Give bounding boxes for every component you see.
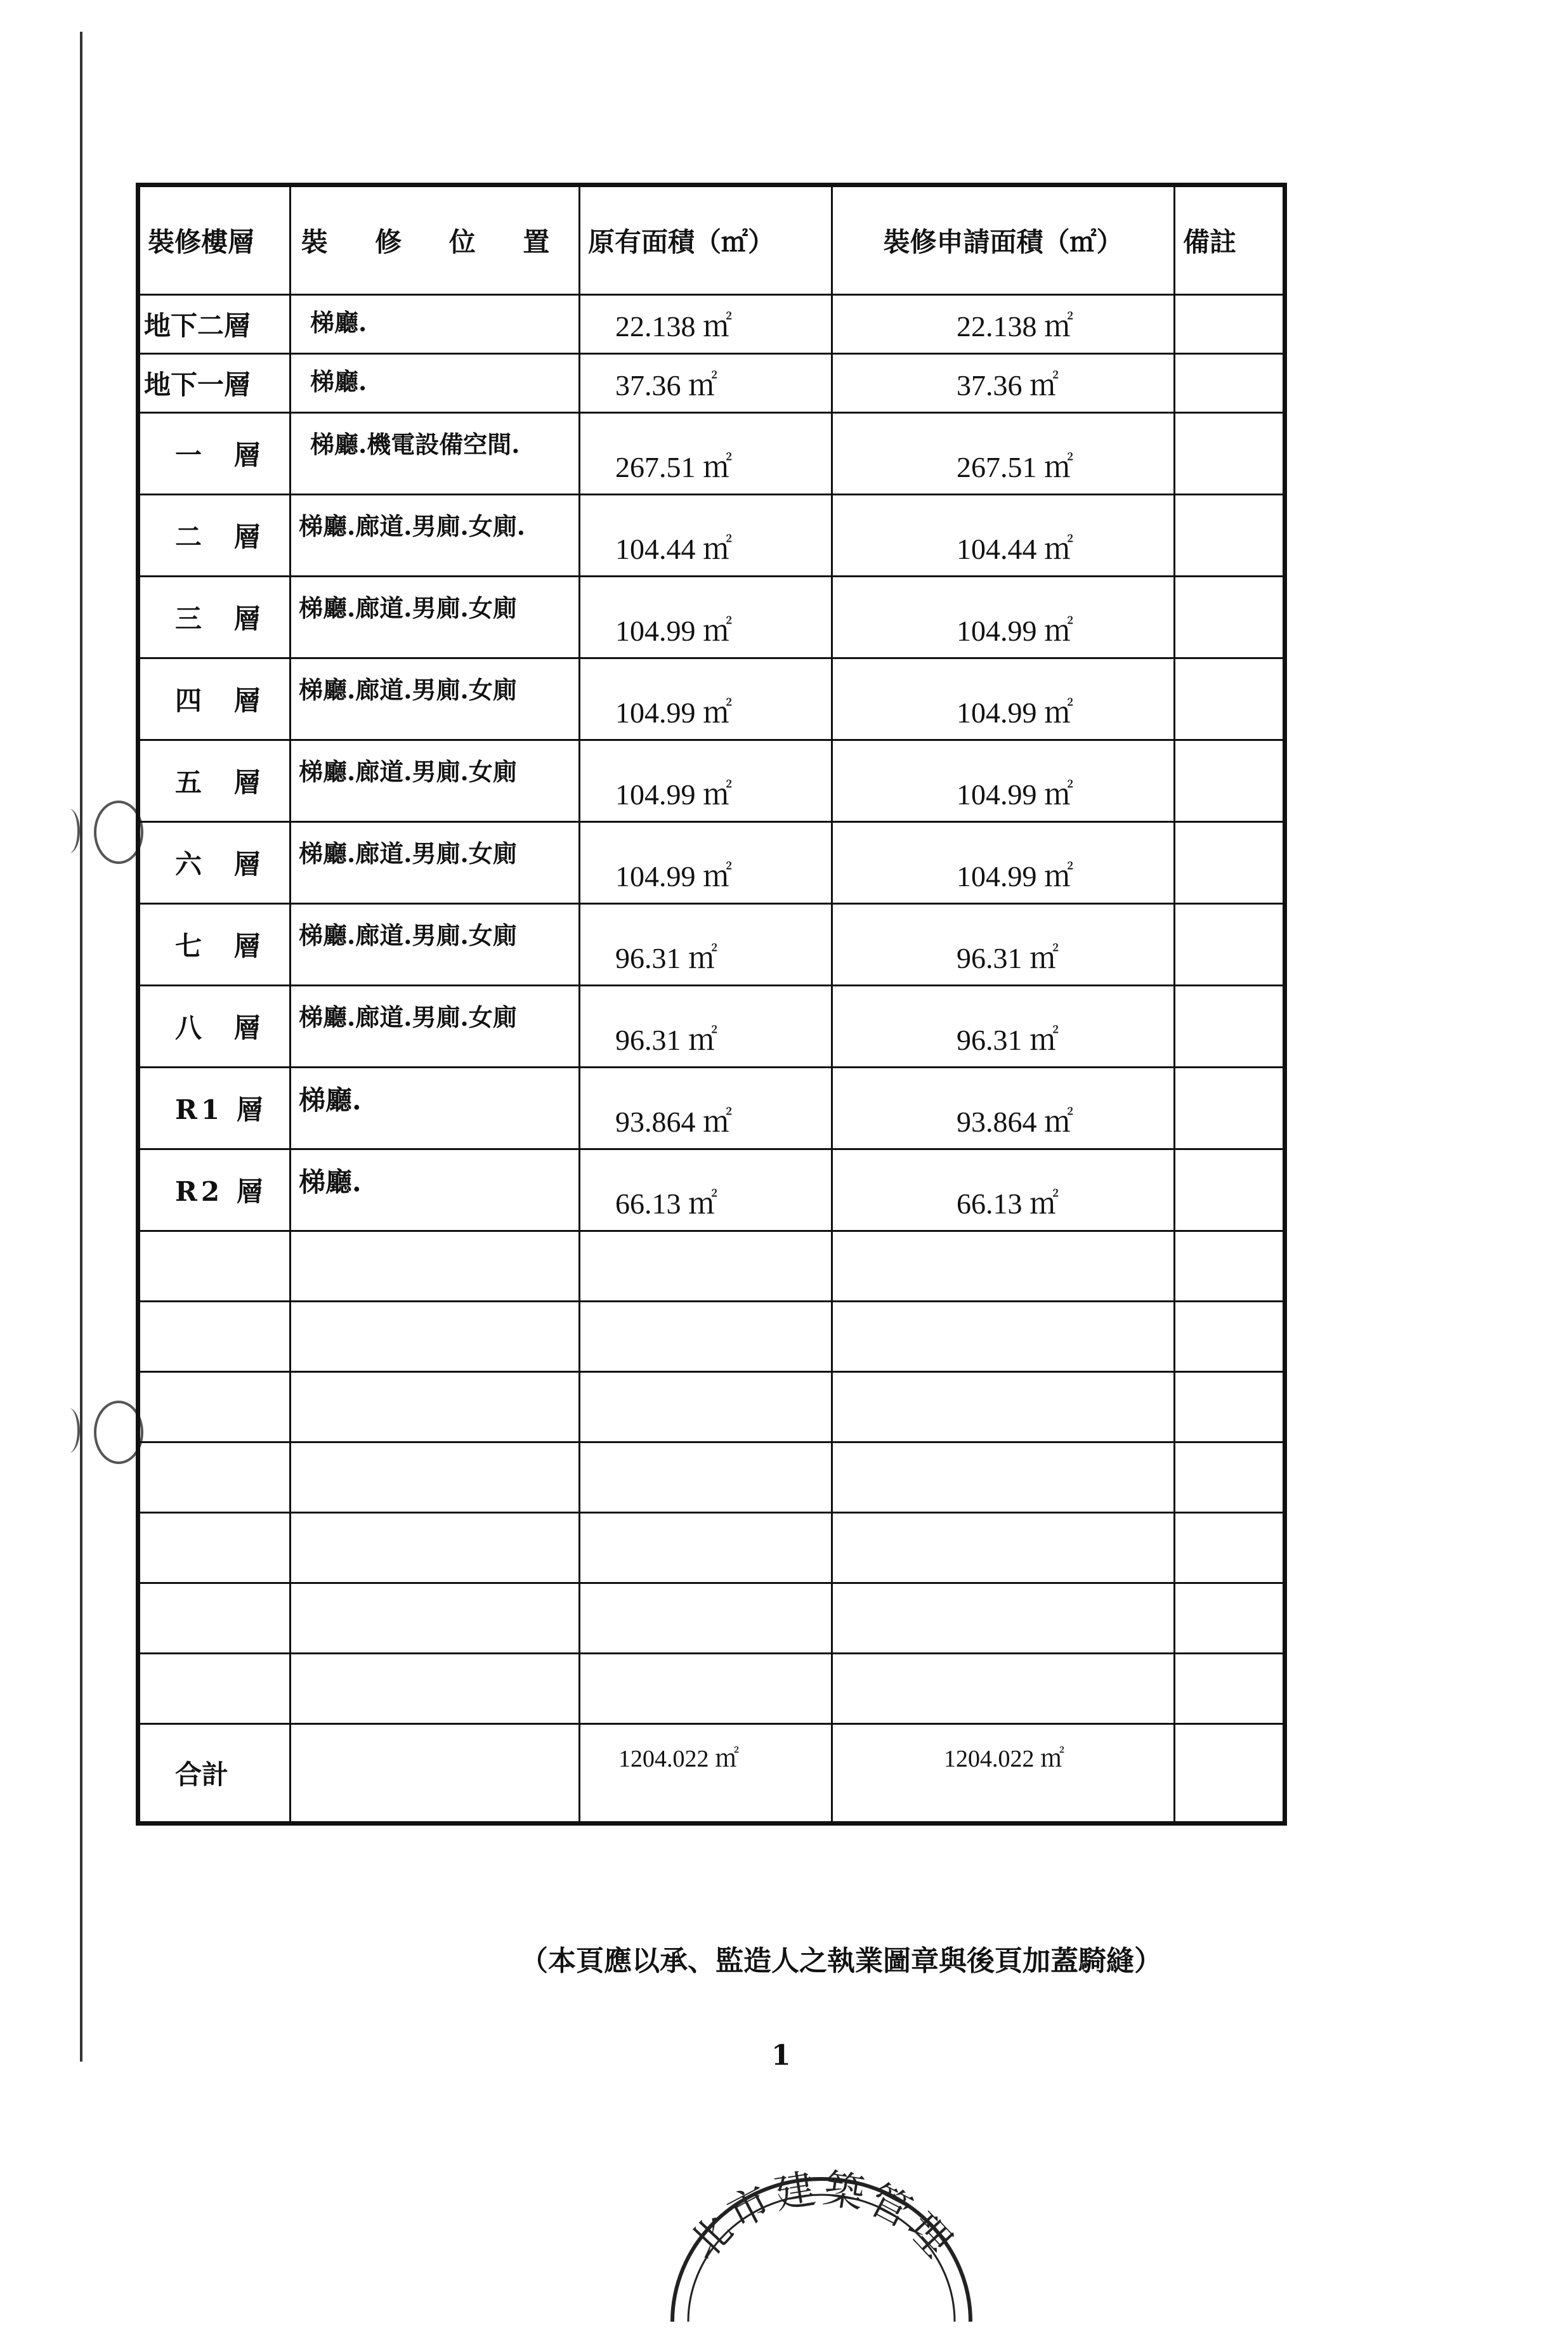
header-remarks: 備註 xyxy=(1175,185,1285,295)
location-cell: 梯廳. xyxy=(291,295,580,354)
table-row xyxy=(138,1149,1285,1231)
floor-cell: R1 層 xyxy=(138,1068,291,1149)
location-cell: 梯廳.廊道.男廁.女廁 xyxy=(291,986,580,1068)
remark-cell xyxy=(1175,1149,1285,1231)
remark-cell xyxy=(1175,904,1285,986)
footer-note: （本頁應以承、監造人之執業圖章與後頁加蓋騎縫） xyxy=(520,1945,1162,1977)
empty-row xyxy=(138,1513,1285,1583)
seal-text: 北市建築管理 xyxy=(680,2165,963,2269)
page-number: 1 xyxy=(771,2039,791,2072)
empty-row xyxy=(138,1372,1285,1442)
applied-area-cell: 66.13 ㎡ xyxy=(832,1149,1175,1231)
table-row xyxy=(138,495,1285,577)
remark-cell xyxy=(1175,822,1285,904)
floor-cell: 地下二層 xyxy=(138,295,291,354)
original-area-cell: 37.36 ㎡ xyxy=(580,354,832,413)
original-area-cell: 96.31 ㎡ xyxy=(580,904,832,986)
original-area-cell: 104.99 ㎡ xyxy=(580,822,832,904)
applied-area-cell: 104.99 ㎡ xyxy=(832,658,1175,740)
original-area-cell: 96.31 ㎡ xyxy=(580,986,832,1068)
applied-area-cell: 267.51 ㎡ xyxy=(832,413,1175,495)
applied-area-cell: 104.44 ㎡ xyxy=(832,495,1175,577)
floor-cell: R2 層 xyxy=(138,1149,291,1231)
floor-cell: 四 層 xyxy=(138,658,291,740)
location-cell: 梯廳. xyxy=(291,1068,580,1149)
total-row xyxy=(138,1724,1285,1824)
original-area-cell: 104.99 ㎡ xyxy=(580,577,832,658)
location-cell: 梯廳.廊道.男廁.女廁 xyxy=(291,577,580,658)
remark-cell xyxy=(1175,354,1285,413)
remark-cell xyxy=(1175,986,1285,1068)
location-cell: 梯廳.廊道.男廁.女廁. xyxy=(291,495,580,577)
empty-row xyxy=(138,1583,1285,1654)
table-row xyxy=(138,577,1285,658)
remark-cell xyxy=(1175,577,1285,658)
original-area-cell: 104.44 ㎡ xyxy=(580,495,832,577)
table-row xyxy=(138,658,1285,740)
table-row xyxy=(138,413,1285,495)
table-row xyxy=(138,354,1285,413)
floor-cell: 地下一層 xyxy=(138,354,291,413)
applied-area-cell: 37.36 ㎡ xyxy=(832,354,1175,413)
floor-cell: 三 層 xyxy=(138,577,291,658)
applied-area-cell: 104.99 ㎡ xyxy=(832,577,1175,658)
floor-cell: 一 層 xyxy=(138,413,291,495)
table-row xyxy=(138,986,1285,1068)
original-area-cell: 104.99 ㎡ xyxy=(580,658,832,740)
remark-cell xyxy=(1175,295,1285,354)
location-cell: 梯廳. xyxy=(291,1149,580,1231)
location-cell: 梯廳.機電設備空間. xyxy=(291,413,580,495)
binding-line xyxy=(80,32,82,2062)
floor-cell: 七 層 xyxy=(138,904,291,986)
header-applied-area: 裝修申請面積（㎡） xyxy=(832,185,1175,295)
location-cell: 梯廳.廊道.男廁.女廁 xyxy=(291,822,580,904)
remark-cell xyxy=(1175,1068,1285,1149)
header-floor: 裝修樓層 xyxy=(138,185,291,295)
renovation-area-table xyxy=(136,183,1287,1826)
remark-cell xyxy=(1175,740,1285,822)
total-label: 合計 xyxy=(138,1724,291,1824)
applied-area-cell: 104.99 ㎡ xyxy=(832,822,1175,904)
empty-row xyxy=(138,1654,1285,1724)
applied-area-cell: 22.138 ㎡ xyxy=(832,295,1175,354)
floor-cell: 二 層 xyxy=(138,495,291,577)
official-seal-stamp xyxy=(653,2112,983,2328)
punch-arc-bottom xyxy=(58,1408,80,1453)
original-area-cell: 22.138 ㎡ xyxy=(580,295,832,354)
applied-area-cell: 96.31 ㎡ xyxy=(832,904,1175,986)
original-area-cell: 66.13 ㎡ xyxy=(580,1149,832,1231)
original-area-cell: 267.51 ㎡ xyxy=(580,413,832,495)
remark-cell xyxy=(1175,658,1285,740)
original-area-cell: 104.99 ㎡ xyxy=(580,740,832,822)
total-original-area: 1204.022 ㎡ xyxy=(580,1724,832,1824)
applied-area-cell: 93.864 ㎡ xyxy=(832,1068,1175,1149)
empty-row xyxy=(138,1442,1285,1513)
table-row xyxy=(138,740,1285,822)
table-row xyxy=(138,295,1285,354)
table-row xyxy=(138,822,1285,904)
floor-cell: 六 層 xyxy=(138,822,291,904)
header-original-area: 原有面積（㎡） xyxy=(580,185,832,295)
punch-arc-top xyxy=(58,809,80,853)
table-header-row xyxy=(138,185,1285,295)
location-cell: 梯廳. xyxy=(291,354,580,413)
remark-cell xyxy=(1175,495,1285,577)
total-location-cell xyxy=(291,1724,580,1824)
applied-area-cell: 104.99 ㎡ xyxy=(832,740,1175,822)
remark-cell xyxy=(1175,413,1285,495)
location-cell: 梯廳.廊道.男廁.女廁 xyxy=(291,740,580,822)
floor-cell: 五 層 xyxy=(138,740,291,822)
location-cell: 梯廳.廊道.男廁.女廁 xyxy=(291,904,580,986)
applied-area-cell: 96.31 ㎡ xyxy=(832,986,1175,1068)
total-remark-cell xyxy=(1175,1724,1285,1824)
empty-row xyxy=(138,1302,1285,1372)
header-location: 裝 修 位 置 xyxy=(291,185,580,295)
total-applied-area: 1204.022 ㎡ xyxy=(832,1724,1175,1824)
table-row xyxy=(138,1068,1285,1149)
empty-row xyxy=(138,1231,1285,1302)
table-row xyxy=(138,904,1285,986)
original-area-cell: 93.864 ㎡ xyxy=(580,1068,832,1149)
floor-cell: 八 層 xyxy=(138,986,291,1068)
location-cell: 梯廳.廊道.男廁.女廁 xyxy=(291,658,580,740)
